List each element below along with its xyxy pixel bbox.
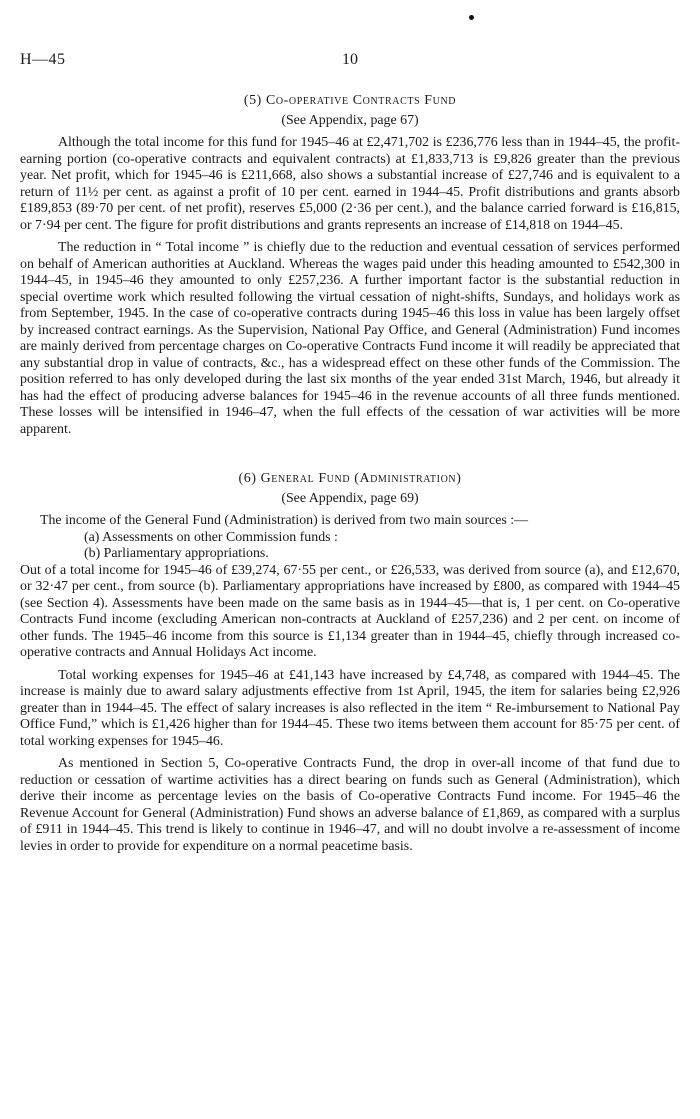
section-5-paragraph: The reduction in “ Total income ” is chiefly due to the reduction and eventual cessation of services performed on behalf of American authorities at Auckland. Whereas the wages paid under this heading amounted to £542,300 in 1944–45, in 1945–46 they amounted to only £257,236. A further important factor is the substantial reduction in special overtime work which resulted following the virtual cessation of night-shifts, Sundays, and holidays work as from September, 1945. In the case of co-operative contracts during 1945–46 this loss in value has been largely offset by increased contract earnings. As the Supervision, National Pay Office, and General (Administration) Fund incomes are mainly derived from percentage charges on Co-operative Contracts Fund income it will readily be appreciated that any substantial drop in value of contracts, &c., has a widespread effect on these other funds of the Commission. The position referred to has only developed during the last six months of the year ended 31st March, 1946, but already it has had the effect of producing adverse balances for 1945–46 in the revenue accounts of all three funds mentioned. These losses will be intensified in 1946–47, when the full effects of the cessation of war activities will be more apparent. — [20, 240, 680, 437]
list-item: (b) Parliamentary appropriations. — [84, 546, 269, 561]
section-6 — [20, 471, 680, 855]
section-5-appendix-ref: (See Appendix, page 67) — [281, 112, 419, 128]
report-code: H—45 — [20, 51, 66, 68]
section-6-paragraph: Out of a total income for 1945–46 of £39,274, 67·55 per cent., or £26,533, was derived from source (a), and £12,670, or 32·47 per cent., from source (b). Parliamentary appropriations have increased by £800, as compared with 1944–45 (see Section 4). Assessments have been made on the same basis as in 1944–45—that is, 1 per cent. on Co-operative Contracts Fund income (excluding American non-contracts at Auckland of £257,236) and 2 per cent. on income of other funds. The 1945–46 income from this source is £1,134 greater than in 1944–45, chiefly through increased co-operative contracts and Annual Holidays Act income. — [20, 562, 680, 660]
section-6-intro: The income of the General Fund (Administration) is derived from two main sources :— — [40, 513, 528, 528]
page-number: 10 — [342, 51, 358, 68]
list-item: (a) Assessments on other Commission funds : — [84, 529, 338, 545]
income-sources-list — [20, 530, 680, 563]
section-5 — [20, 93, 680, 438]
section-6-paragraph: Total working expenses for 1945–46 at £41,143 have increased by £4,748, as compared with 1944–45. The increase is mainly due to award salary adjustments effective from 1st April, 1945, the item for salaries being £2,926 greater than in 1944–45. The effect of salary increases is also reflected in the item “ Re-imbursement to National Pay Office Fund,” which is £1,426 higher than for 1944–45. These two items between them account for 85·75 per cent. of total working expenses for 1945–46. — [20, 667, 680, 749]
page-body — [20, 93, 680, 855]
ink-dot — [469, 15, 474, 20]
section-5-title: (5) Co-operative Contracts Fund — [243, 93, 457, 108]
section-5-paragraph: Although the total income for this fund for 1945–46 at £2,471,702 is £236,776 less than in 1944–45, the profit-earning portion (co-operative contracts and equivalent contracts) at £1,833,713 is £9,826 greater than the previous year. Net profit, which for 1945–46 is £211,668, also shows a substantial increase of £27,746 and is equivalent to a return of 11½ per cent. as against a profit of 10 per cent. earned in 1944–45. Profit distributions and grants absorb £189,853 (89·70 per cent. of net profit), reserves £5,000 (2·36 per cent.), and the balance carried forward is £16,815, or 7·94 per cent. The figure for profit distributions and grants represents an increase of £14,818 on 1944–45. — [20, 135, 680, 233]
section-6-title: (6) General Fund (Administration) — [238, 471, 462, 486]
section-6-appendix-ref: (See Appendix, page 69) — [281, 490, 419, 506]
section-6-paragraph: As mentioned in Section 5, Co-operative Contracts Fund, the drop in over-all income of that fund due to reduction or cessation of wartime activities has a direct bearing on funds such as General (Administration), which derive their income as percentage levies on the basis of Co-operative Contracts Fund income. For 1945–46 the Revenue Account for General (Administration) Fund shows an adverse balance of £1,869, as compared with a surplus of £911 in 1944–45. This trend is likely to continue in 1946–47, and will no doubt involve a re-assessment of income levies in order to provide for expenditure on a normal peacetime basis. — [20, 756, 680, 854]
